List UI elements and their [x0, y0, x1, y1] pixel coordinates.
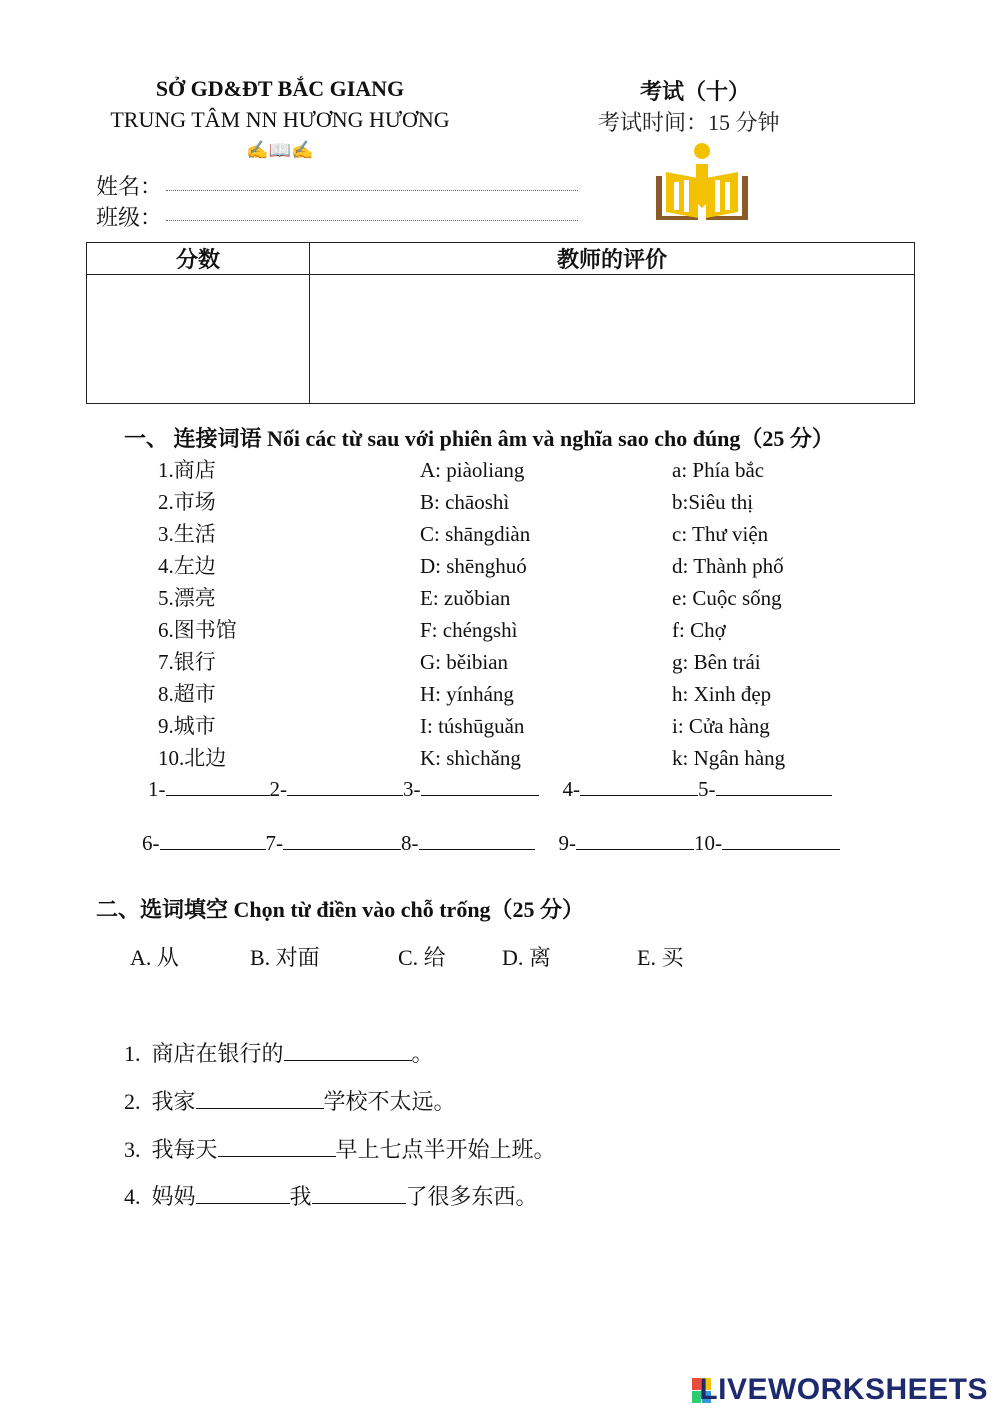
question-number: 1. [124, 1041, 141, 1066]
list-item: B: chāoshì [420, 490, 510, 514]
list-item: b:Siêu thị [672, 490, 754, 514]
list-item: 5.漂亮 [158, 586, 216, 610]
section1-title: 一、 连接词语 Nối các từ sau với phiên âm và nghĩa sao cho đúng（25 分） [124, 426, 834, 451]
answer-blank-5[interactable] [716, 775, 832, 796]
question-text: 了很多东西。 [405, 1184, 538, 1209]
list-item: K: shìchǎng [420, 746, 521, 770]
meaning-list [672, 454, 785, 774]
answer-blank-1[interactable] [166, 775, 270, 796]
answer-blank-3[interactable] [421, 775, 539, 796]
answer-label: 4- [562, 777, 580, 801]
answer-label: 1- [148, 777, 166, 801]
score-table [86, 242, 915, 404]
fill-blank-1[interactable] [284, 1040, 412, 1061]
list-item: 3.生活 [158, 522, 216, 546]
answer-row-1 [148, 775, 832, 802]
list-item: I: túshūguǎn [420, 714, 525, 738]
answer-label: 3- [403, 777, 421, 801]
pinyin-list [420, 454, 530, 774]
question-text: 学校不太远。 [323, 1089, 456, 1114]
list-item: 7.银行 [158, 650, 216, 674]
answer-blank-4[interactable] [580, 775, 698, 796]
fill-blank-3[interactable] [218, 1136, 336, 1157]
section2-title: 二、选词填空 Chọn từ điền vào chỗ trống（25 分） [96, 897, 585, 922]
department-name: SỞ GD&ĐT BẮC GIANG [155, 76, 405, 101]
list-item: 10.北边 [158, 746, 227, 770]
option-a: A. 从 [130, 945, 179, 970]
teacher-comment-header: 教师的评价 [310, 243, 915, 275]
class-label: 班级： [96, 205, 163, 230]
list-item: D: shēnghuó [420, 554, 527, 578]
school-logo [652, 142, 752, 224]
list-item: e: Cuộc sống [672, 586, 782, 610]
list-item: 1.商店 [158, 458, 216, 482]
list-item: 2.市场 [158, 490, 216, 514]
question-text: 早上七点半开始上班。 [335, 1137, 556, 1162]
list-item: 8.超市 [158, 682, 216, 706]
question-text: 我家 [151, 1089, 196, 1114]
name-field[interactable] [166, 190, 578, 191]
list-item: F: chéngshì [420, 618, 518, 642]
class-field[interactable] [166, 220, 578, 221]
score-header: 分数 [87, 243, 310, 275]
answer-blank-7[interactable] [283, 829, 401, 850]
list-item: f: Chợ [672, 618, 726, 642]
answer-label: 10- [694, 831, 722, 855]
list-item: g: Bên trái [672, 650, 761, 674]
question-text: 我 [289, 1184, 312, 1209]
center-name: TRUNG TÂM NN HƯƠNG HƯƠNG [110, 107, 450, 132]
option-c: C. 给 [398, 945, 446, 970]
question-text: 我每天 [151, 1137, 218, 1162]
question-text: 妈妈 [151, 1184, 196, 1209]
fill-blank-4a[interactable] [196, 1183, 290, 1204]
answer-label: 5- [698, 777, 716, 801]
list-item: E: zuǒbian [420, 586, 511, 610]
exam-time: 考试时间：15 分钟 [598, 110, 780, 135]
question-2 [124, 1085, 456, 1116]
list-item: A: piàoliang [420, 458, 525, 482]
liveworksheets-logo: LIVEWORKSHEETS [699, 1373, 988, 1406]
answer-row-2 [142, 829, 840, 856]
question-1 [124, 1037, 434, 1068]
question-text: 商店在银行的 [151, 1041, 284, 1066]
list-item: d: Thành phố [672, 554, 784, 578]
fill-blank-4b[interactable] [312, 1183, 406, 1204]
exam-title: 考试（十） [639, 79, 750, 104]
list-item: 6.图书馆 [158, 618, 237, 642]
answer-label: 7- [265, 831, 283, 855]
answer-blank-8[interactable] [419, 829, 535, 850]
list-item: h: Xinh đẹp [672, 682, 772, 706]
answer-label: 6- [142, 831, 160, 855]
answer-blank-6[interactable] [160, 829, 266, 850]
question-number: 4. [124, 1184, 141, 1209]
question-number: 3. [124, 1137, 141, 1162]
fill-blank-2[interactable] [196, 1088, 324, 1109]
question-text: 。 [411, 1041, 434, 1066]
list-item: i: Cửa hàng [672, 714, 770, 738]
question-3 [124, 1133, 556, 1164]
list-item: 9.城市 [158, 714, 216, 738]
answer-blank-9[interactable] [576, 829, 694, 850]
answer-label: 9- [558, 831, 576, 855]
teacher-comment-cell[interactable] [310, 275, 915, 404]
score-cell[interactable] [87, 275, 310, 404]
list-item: 4.左边 [158, 554, 216, 578]
option-d: D. 离 [502, 945, 551, 970]
list-item: C: shāngdiàn [420, 522, 531, 546]
answer-label: 2- [269, 777, 287, 801]
answer-label: 8- [401, 831, 419, 855]
list-item: k: Ngân hàng [672, 746, 786, 770]
ornament-icon: ✍📖✍ [246, 140, 314, 160]
answer-blank-10[interactable] [722, 829, 840, 850]
question-4 [124, 1180, 538, 1211]
word-list [158, 454, 237, 774]
list-item: c: Thư viện [672, 522, 769, 546]
option-b: B. 对面 [250, 945, 320, 970]
list-item: G: běibian [420, 650, 509, 674]
question-number: 2. [124, 1089, 141, 1114]
list-item: a: Phía bắc [672, 458, 765, 482]
answer-blank-2[interactable] [287, 775, 403, 796]
option-e: E. 买 [637, 945, 684, 970]
name-label: 姓名： [96, 174, 163, 199]
list-item: H: yínháng [420, 682, 514, 706]
